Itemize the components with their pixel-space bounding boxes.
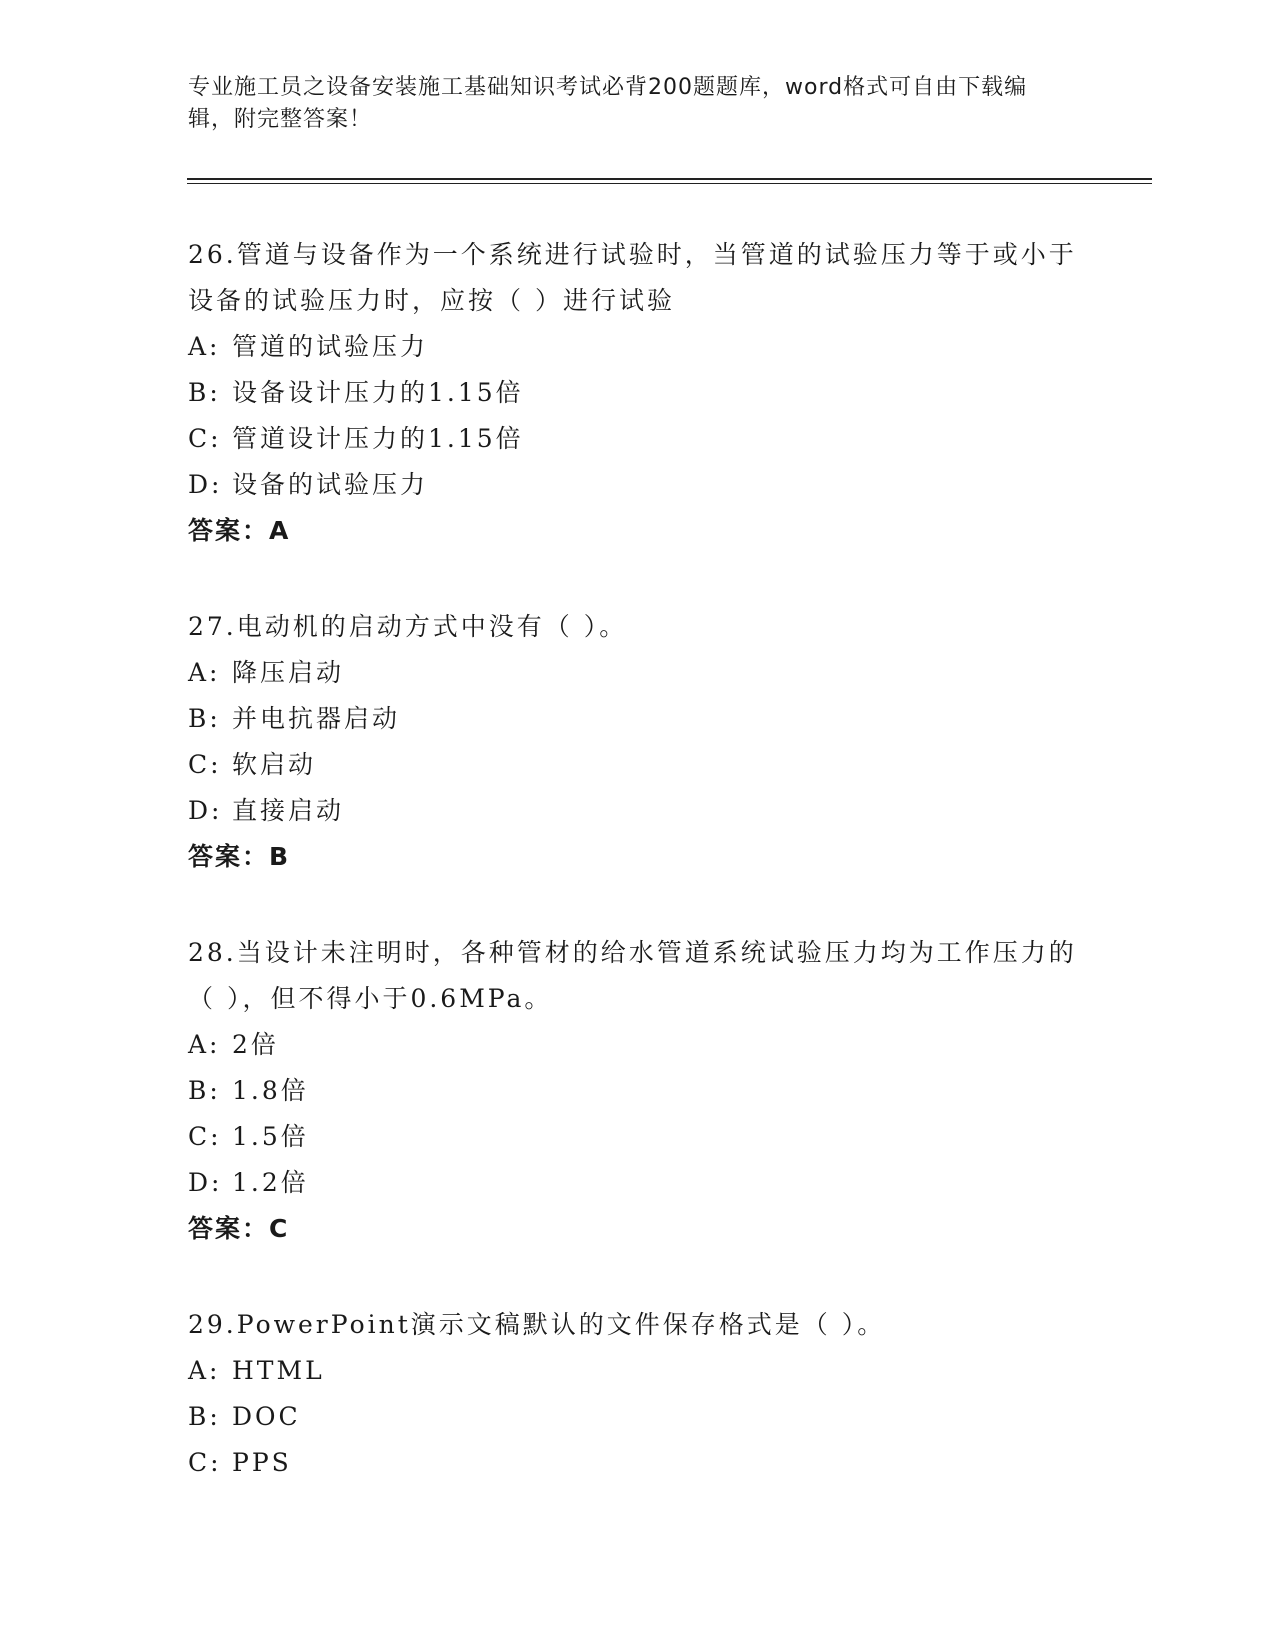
option-letter: A: — [188, 332, 221, 361]
option-c — [188, 742, 1088, 788]
option-letter: D: — [188, 470, 223, 499]
question-list — [188, 232, 1088, 1536]
option-d — [188, 1160, 1088, 1206]
option-c — [188, 1114, 1088, 1160]
option-letter: C: — [188, 750, 222, 779]
option-b — [188, 696, 1088, 742]
option-a — [188, 1348, 1088, 1394]
option-letter: B: — [188, 1076, 221, 1105]
option-c — [188, 416, 1088, 462]
option-b — [188, 1068, 1088, 1114]
question-29 — [188, 1302, 1088, 1486]
option-letter: A: — [188, 658, 221, 687]
header-divider — [187, 178, 1152, 180]
option-d — [188, 788, 1088, 834]
question-stem: 26.管道与设备作为一个系统进行试验时，当管道的试验压力等于或小于设备的试验压力时，应按（ ）进行试验 — [188, 240, 1077, 315]
option-a — [188, 1022, 1088, 1068]
option-a — [188, 650, 1088, 696]
option-letter: B: — [188, 378, 221, 407]
answer-label: 答案：B — [188, 842, 291, 871]
option-letter: C: — [188, 1122, 222, 1151]
option-d — [188, 462, 1088, 508]
document-header: 专业施工员之设备安装施工基础知识考试必背200题题库，word格式可自由下载编辑，附完整答案！ — [188, 75, 1028, 132]
question-28 — [188, 930, 1088, 1252]
answer-label: 答案：A — [188, 516, 291, 545]
option-c — [188, 1440, 1088, 1486]
question-stem: 28.当设计未注明时，各种管材的给水管道系统试验压力均为工作压力的（ ），但不得小于0.6MPa。 — [188, 938, 1077, 1013]
option-letter: A: — [188, 1030, 221, 1059]
option-b — [188, 1394, 1088, 1440]
option-text: 设备的试验压力 — [232, 470, 429, 499]
option-letter: B: — [188, 704, 221, 733]
option-text: 1.5倍 — [232, 1122, 309, 1151]
answer-label: 答案：C — [188, 1214, 290, 1243]
option-text: 并电抗器启动 — [232, 704, 401, 733]
option-text: 2倍 — [232, 1030, 279, 1059]
header-divider-thin — [187, 183, 1152, 184]
option-text: 降压启动 — [232, 658, 345, 687]
question-stem: 29.PowerPoint演示文稿默认的文件保存格式是（ ）。 — [188, 1310, 886, 1339]
option-text: 管道设计压力的1.15倍 — [232, 424, 524, 453]
option-letter: A: — [188, 1356, 221, 1385]
question-stem: 27.电动机的启动方式中没有（ ）。 — [188, 612, 628, 641]
option-text: 直接启动 — [232, 796, 345, 825]
option-text: 1.2倍 — [232, 1168, 309, 1197]
option-a — [188, 324, 1088, 370]
option-letter: B: — [188, 1402, 221, 1431]
question-27 — [188, 604, 1088, 880]
option-text: DOC — [232, 1402, 301, 1431]
option-letter: D: — [188, 796, 223, 825]
question-26 — [188, 232, 1088, 554]
option-text: 设备设计压力的1.15倍 — [232, 378, 524, 407]
option-text: 软启动 — [232, 750, 317, 779]
option-text: 1.8倍 — [232, 1076, 309, 1105]
option-letter: C: — [188, 424, 222, 453]
option-letter: C: — [188, 1448, 222, 1477]
option-text: PPS — [232, 1448, 292, 1477]
option-text: 管道的试验压力 — [232, 332, 429, 361]
option-text: HTML — [232, 1356, 325, 1385]
option-b — [188, 370, 1088, 416]
option-letter: D: — [188, 1168, 223, 1197]
